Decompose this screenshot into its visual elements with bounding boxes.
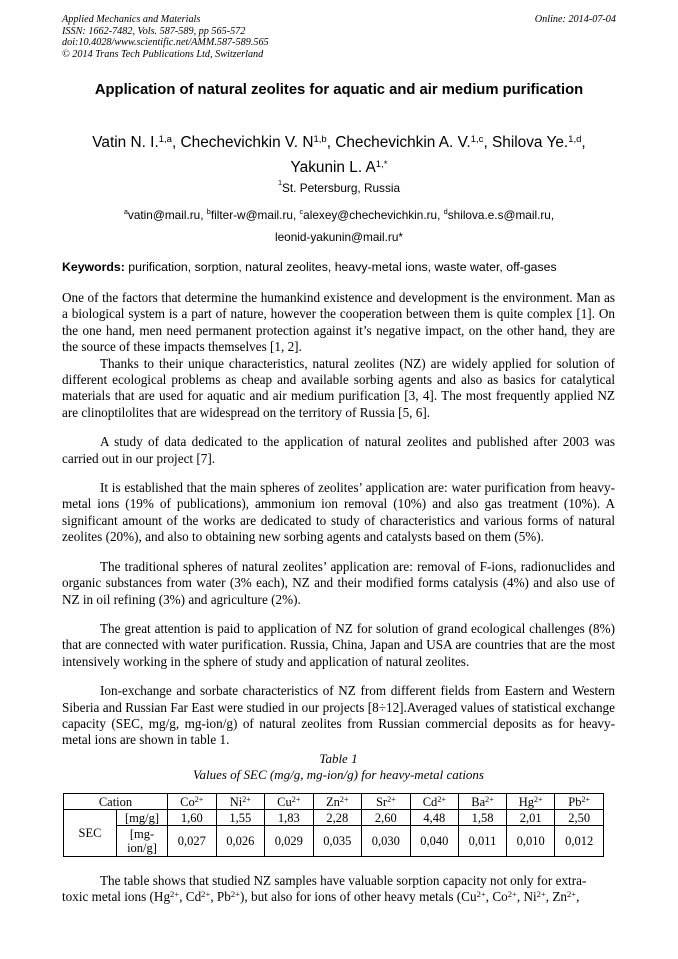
sec-label: SEC	[64, 810, 117, 857]
table-row	[64, 810, 604, 826]
cation-cell: $Hg^{2+}$	[506, 794, 555, 810]
value-cell: 0,029	[265, 826, 314, 857]
author-name: Chechevichkin A. V.	[335, 134, 471, 151]
value-cell: 0,035	[313, 826, 362, 857]
doi-line: doi:10.4028/www.scientific.net/AMM.587-589.565	[62, 37, 269, 49]
unit-cell: [mg/g]	[117, 810, 168, 826]
cation-cell: $Zn^{2+}$	[313, 794, 362, 810]
value-cell: 0,011	[459, 826, 507, 857]
email-link[interactable]: vatin@mail.ru,	[127, 208, 207, 222]
value-cell: 4,48	[410, 810, 459, 826]
value-cell: 2,28	[313, 810, 362, 826]
paragraph: The table shows that studied NZ samples have valuable sorption capacity not only for extra- toxic metal ions ($Hg^{2+}$, $Cd^{2+}$, $Pb^{2+}$), but also for ions of other heavy metals ($Cu^{2+}$, $Co^{2+}$, $Ni^{2+}$, $Zn^{2+}$,	[62, 873, 587, 905]
email-link[interactable]: leonid-yakunin@mail.ru*	[274, 230, 404, 244]
email-link[interactable]: alexey@chechevichkin.ru,	[303, 208, 444, 222]
keywords-label: Keywords:	[62, 260, 125, 274]
cation-cell: $Cd^{2+}$	[410, 794, 459, 810]
email-link[interactable]: shilova.e.s@mail.ru,	[447, 208, 555, 222]
paragraph: It is established that the main spheres of zeolites’ application are: water purification from heavy-metal ions (19% of publications), ammonium ion removal (10%) and also gas treatment (10%). A significant amount of the works are dedicated to study of characteristics and various forms of natural zeolites (20%), and also to obtaining new sorbing agents and catalysts based on them (5%).	[62, 480, 615, 545]
cation-cell: $Ba^{2+}$	[459, 794, 507, 810]
value-cell: 2,50	[555, 810, 604, 826]
paragraph: The traditional spheres of natural zeolites’ application are: removal of F-ions, radionuclides and organic substances from water (3% each), NZ and their modified forms catalysis (4%) and also use of NZ in oil refining (3%) and agriculture (2%).	[62, 558, 615, 607]
value-cell: 0,026	[216, 826, 265, 857]
cation-cell: $Co^{2+}$	[168, 794, 217, 810]
email-list: $^a$vatin@mail.ru, $^b$filter-w@mail.ru, $^c$alexey@chechevichkin.ru, $^d$shilova.e.s@mail.ru, leonid-yakunin@mail.ru*	[123, 207, 555, 244]
online-date: Online: 2014-07-04	[534, 14, 616, 25]
cation-header: Cation	[64, 794, 168, 810]
value-cell: 0,010	[506, 826, 555, 857]
paragraph: A study of data dedicated to the application of natural zeolites and published after 2003 was carried out in our project [7].	[62, 434, 615, 466]
closing-text	[62, 873, 615, 906]
table-title: Values of SEC (mg/g, mg-ion/g) for heavy-metal cations	[192, 767, 484, 782]
value-cell: 1,58	[459, 810, 507, 826]
author-name: Shilova Ye.	[492, 134, 569, 151]
value-cell: 2,60	[362, 810, 411, 826]
paper-title: Application of natural zeolites for aquatic and air medium purification	[94, 82, 584, 98]
value-cell: 2,01	[506, 810, 555, 826]
value-cell: 0,030	[362, 826, 411, 857]
value-cell: 1,60	[168, 810, 217, 826]
table-caption	[62, 751, 615, 783]
author-affil-mark: 1,c	[470, 134, 484, 145]
unit-cell: [mg-ion/g]	[117, 826, 168, 857]
cation-cell: $Pb^{2+}$	[555, 794, 604, 810]
journal-name: Applied Mechanics and Materials	[62, 14, 201, 25]
value-cell: 0,040	[410, 826, 459, 857]
affiliation: $^1$St. Petersburg, Russia	[277, 178, 401, 195]
value-cell: 1,83	[265, 810, 314, 826]
value-cell: 0,012	[555, 826, 604, 857]
keywords	[62, 260, 616, 274]
paragraph: One of the factors that determine the humankind existence and development is the environment. Man as a biological system is a part of nature, however the cooperation between them is quite complex [1]. On the one hand, men need permanent protection against it’s negative impact, on the other hand, they are the source of these impacts themselves [1, 2].	[62, 290, 615, 355]
journal-header	[62, 14, 616, 60]
value-cell: 0,027	[168, 826, 217, 857]
paragraph: Thanks to their unique characteristics, natural zeolites (NZ) are widely applied for solution of different ecological problems as cheap and available sorbing agents and also as basics for catalytical materials that are used for aquatic and air medium purification [3, 4]. The most frequently applied NZ are clinoptilolites that are widespread on the territory of Russia [5, 6].	[62, 355, 615, 420]
table-number: Table 1	[319, 751, 358, 766]
sec-table	[63, 793, 604, 857]
value-cell: 1,55	[216, 810, 265, 826]
table-row	[64, 794, 604, 810]
cation-cell: $Sr^{2+}$	[362, 794, 411, 810]
author-affil-mark: 1,a	[158, 134, 172, 145]
copyright-line: © 2014 Trans Tech Publications Ltd, Switzerland	[62, 48, 264, 60]
author-affil-mark: 1,*	[375, 159, 388, 170]
paragraph: Ion-exchange and sorbate characteristics of NZ from different fields from Eastern and Western Siberia and Russian Far East were studied in our projects [8÷12].Averaged values of statistical exchange capacity (SEC, mg/g, mg-ion/g) of natural zeolites from Russian commercial deposits as for heavy-metal ions are shown in table 1.	[62, 683, 615, 748]
paragraph: The great attention is paid to application of NZ for solution of grand ecological challenges (8%) that are connected with water purification. Russia, China, Japan and USA are countries that are the most intensively working in the sphere of study and application of natural zeolites.	[62, 620, 615, 669]
author-name: Chechevichkin V. N	[180, 134, 314, 151]
issn-line: ISSN: 1662-7482, Vols. 587-589, pp 565-572	[62, 25, 246, 37]
author-affil-mark: 1,d	[568, 134, 582, 145]
cation-cell: $Cu^{2+}$	[265, 794, 314, 810]
email-link[interactable]: filter-w@mail.ru,	[210, 208, 300, 222]
author-name: Vatin N. I.	[92, 134, 159, 151]
author-list: Vatin N. I.$^{1,a}$, Chechevichkin V. N$^{1,b}$, Chechevichkin A. V.$^{1,c}$, Shilova Ye.$^{1,d}$, Yakunin L. $A^{1,*}$	[92, 134, 586, 176]
cation-cell: $Ni^{2+}$	[216, 794, 265, 810]
table-row	[64, 826, 604, 857]
author-affil-mark: 1,b	[313, 134, 327, 145]
author-name: Yakunin L. A	[290, 159, 376, 176]
body-text	[62, 290, 615, 749]
keywords-text: purification, sorption, natural zeolites, heavy-metal ions, waste water, off-gases	[128, 260, 557, 274]
